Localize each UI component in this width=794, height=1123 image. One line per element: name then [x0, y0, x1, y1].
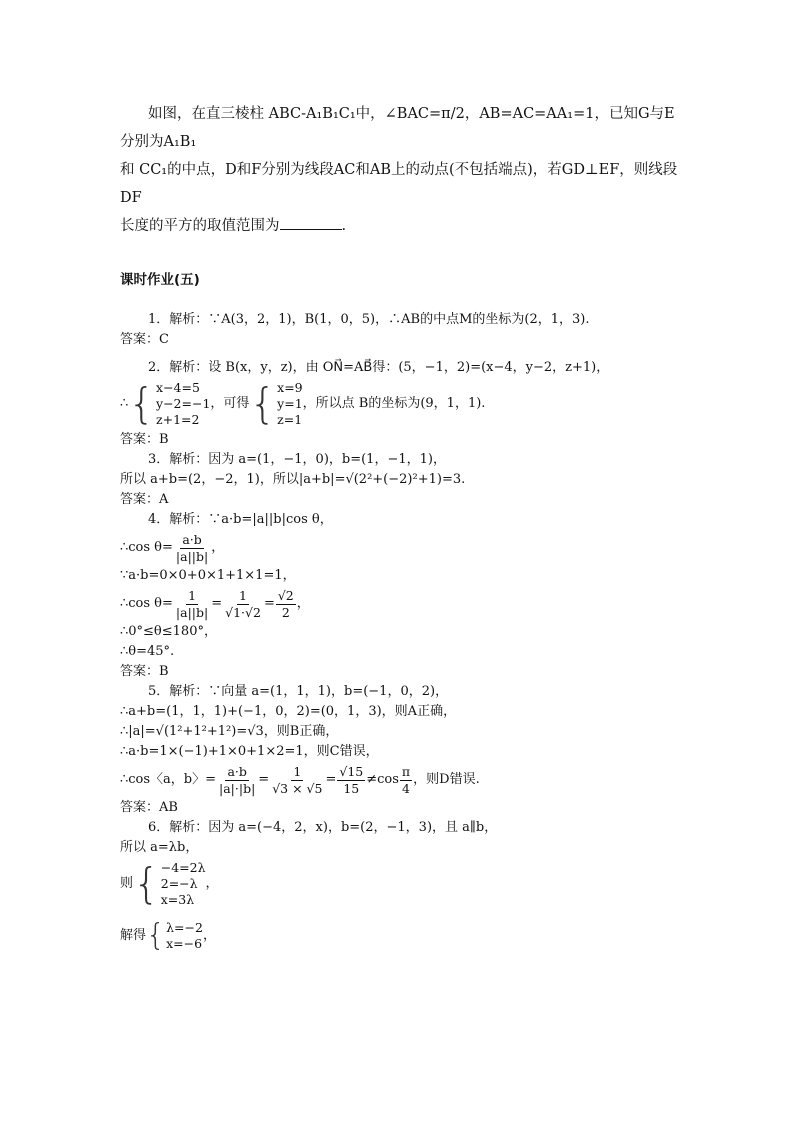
equals: =: [258, 772, 270, 787]
s4-line-6: ∴θ=45°.: [120, 644, 175, 659]
s4-l4-pre: ∴cos θ=: [120, 596, 173, 611]
problem-line-3-text: 长度的平方的取值范围为: [120, 218, 280, 234]
answer-blank: [280, 215, 342, 230]
s5-line-2: ∴a+b=(1，1，1)+(−1，0，2)=(0，1，3)，则A正确，: [120, 704, 457, 719]
not-equal-cos: ≠cos: [366, 772, 399, 787]
s4-fraction-1: [174, 588, 210, 621]
s5-l5-pre: ∴cos〈a，b〉=: [120, 772, 217, 787]
numerator: a·b: [182, 531, 202, 547]
s2-post: ，所以点 B的坐标为(9，1，1).: [302, 396, 486, 411]
denominator: 15: [343, 780, 360, 796]
s6-line-2: 所以 a=λb，: [120, 840, 199, 855]
numerator: 1: [188, 587, 197, 603]
problem-line-3: [120, 212, 680, 240]
left-brace: {: [128, 379, 156, 428]
numerator: π: [401, 763, 411, 779]
problem-line-2: 和 CC₁的中点，D和F分别为线段AC和AB上的动点(不包括端点)，若GD⊥EF，则线段DF: [120, 162, 678, 206]
s2-sysA-row: x−4=5: [156, 380, 200, 395]
numerator: √15: [339, 763, 364, 779]
s5-answer: 答案：AB: [120, 800, 178, 815]
s4-fraction: [174, 532, 210, 565]
s4-fraction-2: [223, 588, 263, 621]
s5-line-3: ∴|a|=√(1²+1²+1²)=√3，则B正确，: [120, 724, 339, 739]
denominator: √1·√2: [225, 604, 261, 620]
s5-fraction-4: [400, 764, 412, 797]
equals: =: [325, 772, 337, 787]
left-brace: {: [249, 379, 277, 428]
denominator: 4: [402, 780, 410, 796]
equals: =: [263, 596, 275, 611]
s3-line-1: 3．解析：因为 a=(1，−1，0)，b=(1，−1，1)，: [148, 452, 446, 467]
denominator: |a||b|: [175, 548, 209, 564]
denominator: 2: [281, 604, 290, 620]
s6-system-line-2: [120, 918, 680, 954]
left-brace: {: [133, 859, 160, 908]
s5-fraction-1: [217, 764, 257, 797]
s4-line-5: ∴0°≤θ≤180°，: [120, 624, 217, 639]
s6-sysA-row: 2=−λ: [160, 876, 198, 891]
s6-postB: ，: [202, 928, 216, 943]
s4-line-2: [120, 530, 680, 566]
left-brace: {: [146, 918, 166, 953]
s4-line-1: 4．解析：∵a·b=|a||b|cos θ，: [148, 512, 333, 527]
s4-l2-pre: ∴cos θ=: [120, 540, 173, 555]
numerator: 1: [239, 587, 247, 603]
s2-sysB-row: y=1: [277, 396, 303, 411]
s2-sysA-row: y−2=−1: [156, 396, 211, 411]
s6-sysA-row: x=3λ: [160, 892, 195, 907]
s6-system-line-1: [120, 858, 680, 910]
s5-line-4: ∴a·b=1×(−1)+1×0+1×2=1，则C错误，: [120, 744, 379, 759]
s6-system-a: [133, 860, 206, 908]
s1-answer: 答案：C: [120, 332, 169, 347]
denominator: √3 × √5: [272, 780, 323, 796]
s6-line-1: 6．解析：因为 a=(−4，2，x)，b=(2，−1，3)，且 a∥b，: [148, 820, 498, 835]
s6-sysB-row: x=−6: [166, 936, 203, 951]
s2-system-b: [249, 380, 302, 428]
s6-sysB-row: λ=−2: [166, 920, 203, 935]
s2-system-a: [128, 380, 210, 428]
numerator: √2: [277, 587, 294, 603]
numerator: 1: [293, 763, 302, 779]
s3-answer: 答案：A: [120, 492, 169, 507]
solutions: [120, 310, 680, 954]
s2-sysA-row: z+1=2: [156, 412, 200, 427]
s4-l2-post: ，: [211, 540, 225, 555]
s6-system-b: [146, 920, 203, 952]
denominator: |a|·|b|: [219, 780, 256, 796]
problem-line-1: 如图，在直三棱柱 ABC-A₁B₁C₁中，∠BAC=π/2，AB=AC=AA₁=1，已知G与E分别为A₁B₁: [120, 106, 675, 150]
s4-answer: 答案：B: [120, 664, 169, 679]
s4-line-4: [120, 586, 680, 622]
equals: =: [211, 596, 223, 611]
s5-fraction-2: [270, 764, 324, 797]
s5-line-1: 5．解析：∵向量 a=(1，1，1)，b=(−1，0，2)，: [148, 684, 449, 699]
s2-pre: ∴: [120, 396, 129, 411]
s6-pre2: 解得: [120, 928, 147, 943]
s2-mid: ，可得: [210, 396, 250, 411]
s2-line-1: 2．解析：设 B(x，y，z)，由 ON⃗=AB⃗得：(5，−1，2)=(x−4，y−2，z+1)，: [148, 360, 610, 375]
s5-l5-post: ，则D错误.: [413, 772, 480, 787]
s4-fraction-3: [276, 588, 296, 621]
s6-sysA-row: −4=2λ: [160, 860, 206, 875]
problem-line-3-end: .: [341, 218, 347, 234]
s5-fraction-3: [337, 764, 365, 797]
s5-line-5: [120, 762, 680, 798]
numerator: a·b: [227, 763, 247, 779]
section-heading: 课时作业(五): [120, 272, 200, 288]
s2-systems: [120, 378, 680, 430]
s2-sysB-row: x=9: [277, 380, 303, 395]
s6-postA: ，: [205, 876, 219, 891]
s3-line-2: 所以 a+b=(2，−2，1)，所以|a+b|=√(2²+(−2)²+1)=3.: [120, 472, 466, 487]
s6-pre: 则: [120, 876, 134, 891]
s4-line-3: ∵a·b=0×0+0×1+1×1=1，: [120, 568, 296, 583]
problem-text: [120, 100, 680, 240]
s4-l4-post: ，: [296, 596, 310, 611]
s2-answer: 答案：B: [120, 432, 169, 447]
s1-line-1: 1．解析：∵A(3，2，1)，B(1，0，5)，∴AB的中点M的坐标为(2，1，3).: [148, 312, 590, 327]
denominator: |a||b|: [175, 604, 209, 620]
s2-sysB-row: z=1: [277, 412, 303, 427]
